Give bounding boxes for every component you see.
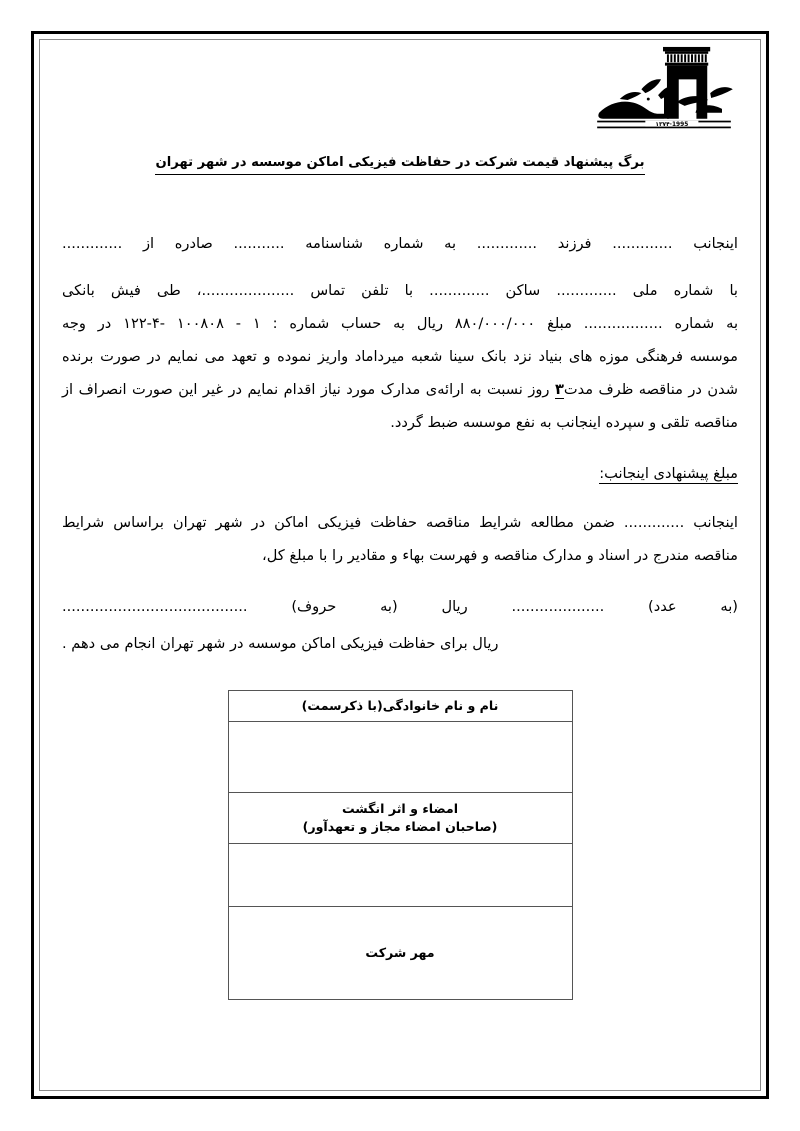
body-line-3: به شماره ................. مبلغ ۸۸۰/۰۰۰/۰۰۰ ریال به حساب شماره : ۱ - ۱۰۰۸۰۸ -۴-۱۲۲ در وجه [62,315,739,333]
page-title [62,154,738,175]
table-row [228,722,572,793]
body-line-5 [62,373,738,406]
document-page [40,40,760,1090]
proposed-amount-heading-text: مبلغ پیشنهادی اینجانب: [599,465,738,483]
company-seal-label: مهر شرکت [365,945,435,961]
signature-label-line1: امضاء و اثر انگشت [341,801,459,817]
signature-table [228,690,573,1000]
body-line-7: اینجانب ............. ضمن مطالعه شرایط مناقصه حفاظت فیزیکی اماکن در شهر تهران براساس شرایط [62,514,738,532]
table-row [228,691,572,722]
signature-label-line2: (صاحبان امضاء مجاز و تعهدآور) [302,819,498,835]
table-row [228,844,572,907]
table-row [228,793,572,844]
proposed-amount-heading [62,465,738,482]
body-line-2: با شماره ملی ............. ساکن ............. با تلفن تماس ....................، طی فیش بانکی [62,282,738,300]
document-body [62,227,738,439]
cell-name-label: نام و نام خانوادگی(با ذکرسمت) [228,691,572,722]
header-logo-area [62,40,738,132]
deadline-days-value: ۳ [554,381,564,399]
institute-gateway-logo [590,44,738,130]
cell-company-seal-area[interactable] [228,907,572,1000]
cell-signature-label [228,793,572,844]
signature-table-wrapper [62,690,738,1000]
body-line-4: موسسه فرهنگی موزه های بنیاد نزد بانک سینا شعبه میرداماد واریز نموده و تعهد می نمایم در صورت برنده [62,348,738,366]
body-line-5-prefix: شدن در مناقصه ظرف مدت [563,381,738,399]
table-row [228,907,572,1000]
body-line-8: مناقصه مندرج در اسناد و مدارک مناقصه و فهرست بهاء و مقادیر را با مبلغ کل، [262,547,738,565]
amount-fields-line: (به عدد) .................... ریال (به حروف) ........................................ [62,598,738,616]
document-body-second [62,506,738,572]
body-line-5-suffix: روز نسبت به ارائه‌ی مدارک مورد نیاز اقدام نمایم در غیر این صورت انصراف از [62,381,555,399]
cell-name-input-area[interactable] [228,722,572,793]
body-line-6: مناقصه تلقی و سپرده اینجانب به نفع موسسه ضبط گردد. [390,414,738,432]
body-line-1: اینجانب ............. فرزند ............. به شماره شناسنامه ........... صادره از ............. [62,235,738,253]
page-title-text: برگ پیشنهاد قیمت شرکت در حفاظت فیزیکی اماکن موسسه در شهر تهران [155,154,644,175]
cell-signature-input-area[interactable] [228,844,572,907]
logo-date-text: 1995·۱۳۷۴ [655,122,689,129]
body-line-10: ریال برای حفاظت فیزیکی اماکن موسسه در شهر تهران انجام می دهم . [62,635,499,653]
paragraph-spacer [62,260,738,274]
